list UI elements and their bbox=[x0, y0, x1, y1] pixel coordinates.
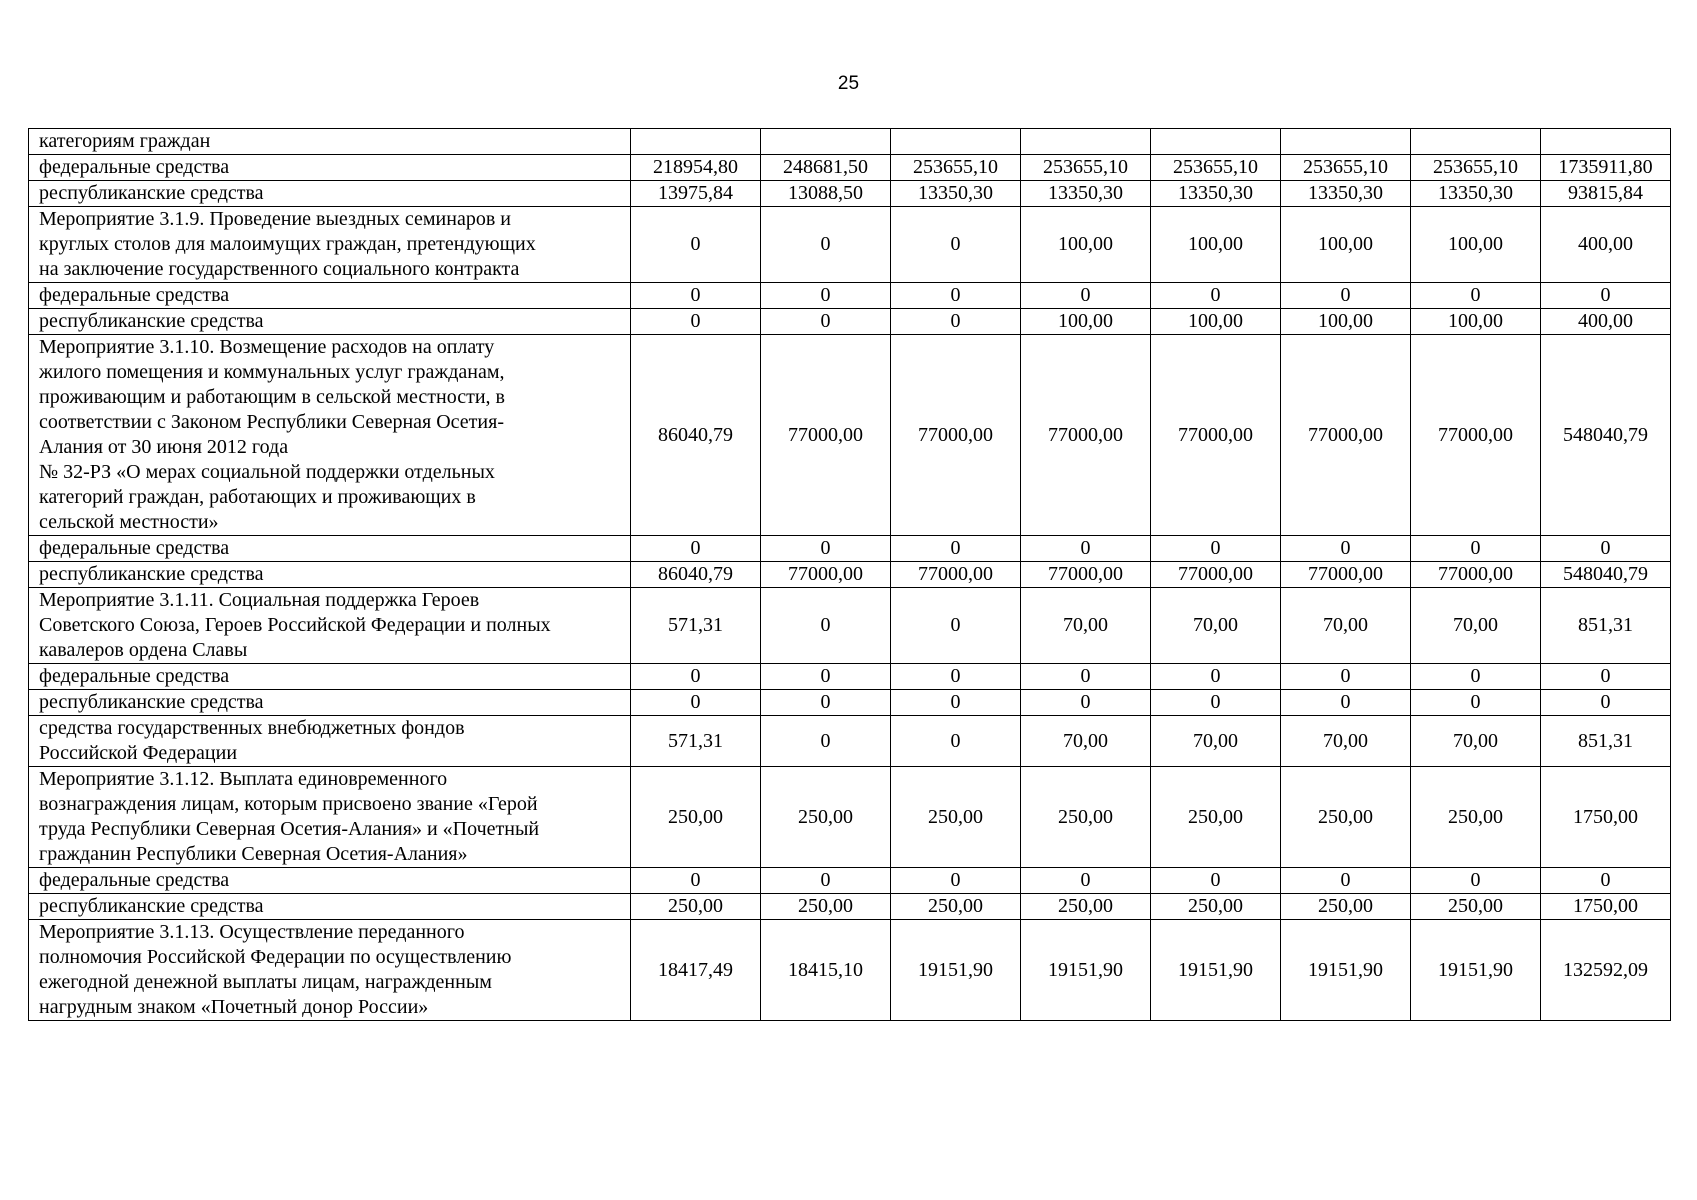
value-cell: 77000,00 bbox=[1021, 562, 1151, 588]
table-row bbox=[29, 920, 1671, 1021]
value-cell: 19151,90 bbox=[1281, 920, 1411, 1021]
value-cell: 0 bbox=[1411, 868, 1541, 894]
value-cell: 100,00 bbox=[1411, 207, 1541, 283]
value-cell: 0 bbox=[1281, 868, 1411, 894]
total-cell: 851,31 bbox=[1541, 716, 1671, 767]
value-cell: 0 bbox=[1151, 664, 1281, 690]
value-cell: 100,00 bbox=[1281, 207, 1411, 283]
value-cell: 0 bbox=[1281, 536, 1411, 562]
value-cell bbox=[631, 129, 761, 155]
value-cell: 250,00 bbox=[1151, 894, 1281, 920]
value-cell: 0 bbox=[1411, 664, 1541, 690]
value-cell: 13350,30 bbox=[1021, 181, 1151, 207]
value-cell: 0 bbox=[631, 868, 761, 894]
value-cell: 0 bbox=[1021, 690, 1151, 716]
value-cell: 0 bbox=[761, 207, 891, 283]
value-cell: 250,00 bbox=[761, 767, 891, 868]
total-cell: 0 bbox=[1541, 536, 1671, 562]
value-cell: 19151,90 bbox=[891, 920, 1021, 1021]
value-cell: 77000,00 bbox=[891, 335, 1021, 536]
value-cell: 0 bbox=[761, 536, 891, 562]
total-cell: 93815,84 bbox=[1541, 181, 1671, 207]
value-cell: 70,00 bbox=[1411, 588, 1541, 664]
value-cell: 253655,10 bbox=[1411, 155, 1541, 181]
value-cell: 0 bbox=[1151, 868, 1281, 894]
value-cell: 100,00 bbox=[1021, 309, 1151, 335]
value-cell: 0 bbox=[1281, 283, 1411, 309]
total-cell: 1750,00 bbox=[1541, 767, 1671, 868]
total-cell: 1735911,80 bbox=[1541, 155, 1671, 181]
table-row bbox=[29, 207, 1671, 283]
total-cell: 400,00 bbox=[1541, 207, 1671, 283]
value-cell: 0 bbox=[891, 664, 1021, 690]
value-cell: 13350,30 bbox=[1151, 181, 1281, 207]
value-cell: 253655,10 bbox=[1021, 155, 1151, 181]
value-cell: 77000,00 bbox=[1151, 562, 1281, 588]
value-cell: 250,00 bbox=[631, 894, 761, 920]
table-body bbox=[29, 129, 1671, 1021]
row-label: Мероприятие 3.1.13. Осуществление переданного полномочия Российской Федерации по осуществлению ежегодной денежной выплаты лицам, награжденным нагрудным знаком «Почетный донор России» bbox=[29, 920, 631, 1021]
value-cell: 0 bbox=[1021, 664, 1151, 690]
value-cell: 100,00 bbox=[1021, 207, 1151, 283]
value-cell: 0 bbox=[1021, 283, 1151, 309]
total-cell: 0 bbox=[1541, 283, 1671, 309]
value-cell: 0 bbox=[761, 309, 891, 335]
row-label: республиканские средства bbox=[29, 690, 631, 716]
table-row bbox=[29, 562, 1671, 588]
value-cell: 18417,49 bbox=[631, 920, 761, 1021]
value-cell bbox=[1411, 129, 1541, 155]
value-cell: 0 bbox=[891, 536, 1021, 562]
row-label: Мероприятие 3.1.11. Социальная поддержка Героев Советского Союза, Героев Российской Федерации и полных кавалеров ордена Славы bbox=[29, 588, 631, 664]
value-cell: 0 bbox=[1411, 690, 1541, 716]
total-cell: 548040,79 bbox=[1541, 335, 1671, 536]
value-cell: 218954,80 bbox=[631, 155, 761, 181]
table-row bbox=[29, 155, 1671, 181]
table-row bbox=[29, 588, 1671, 664]
value-cell: 0 bbox=[1411, 536, 1541, 562]
value-cell: 19151,90 bbox=[1411, 920, 1541, 1021]
value-cell: 250,00 bbox=[631, 767, 761, 868]
value-cell: 0 bbox=[1021, 868, 1151, 894]
value-cell: 100,00 bbox=[1411, 309, 1541, 335]
value-cell: 250,00 bbox=[1021, 767, 1151, 868]
value-cell: 250,00 bbox=[891, 767, 1021, 868]
row-label: федеральные средства bbox=[29, 283, 631, 309]
value-cell: 571,31 bbox=[631, 716, 761, 767]
table-row bbox=[29, 181, 1671, 207]
value-cell: 70,00 bbox=[1281, 588, 1411, 664]
value-cell: 77000,00 bbox=[761, 562, 891, 588]
row-label: федеральные средства bbox=[29, 536, 631, 562]
value-cell: 250,00 bbox=[891, 894, 1021, 920]
value-cell: 571,31 bbox=[631, 588, 761, 664]
value-cell: 0 bbox=[1281, 664, 1411, 690]
value-cell: 0 bbox=[631, 664, 761, 690]
table-row bbox=[29, 664, 1671, 690]
table-row bbox=[29, 894, 1671, 920]
value-cell: 13350,30 bbox=[1281, 181, 1411, 207]
table-row bbox=[29, 129, 1671, 155]
value-cell: 0 bbox=[1281, 690, 1411, 716]
row-label: республиканские средства bbox=[29, 562, 631, 588]
table-row bbox=[29, 868, 1671, 894]
value-cell: 13088,50 bbox=[761, 181, 891, 207]
value-cell: 70,00 bbox=[1281, 716, 1411, 767]
value-cell: 250,00 bbox=[1281, 767, 1411, 868]
table-row bbox=[29, 767, 1671, 868]
value-cell: 0 bbox=[761, 868, 891, 894]
value-cell: 0 bbox=[1151, 690, 1281, 716]
value-cell: 77000,00 bbox=[1281, 562, 1411, 588]
value-cell: 77000,00 bbox=[891, 562, 1021, 588]
total-cell: 400,00 bbox=[1541, 309, 1671, 335]
value-cell: 19151,90 bbox=[1151, 920, 1281, 1021]
row-label: федеральные средства bbox=[29, 155, 631, 181]
value-cell: 77000,00 bbox=[1411, 562, 1541, 588]
value-cell: 0 bbox=[891, 690, 1021, 716]
value-cell: 253655,10 bbox=[891, 155, 1021, 181]
value-cell: 248681,50 bbox=[761, 155, 891, 181]
value-cell: 13975,84 bbox=[631, 181, 761, 207]
value-cell: 250,00 bbox=[761, 894, 891, 920]
value-cell: 70,00 bbox=[1021, 716, 1151, 767]
value-cell: 0 bbox=[1411, 283, 1541, 309]
value-cell: 0 bbox=[631, 690, 761, 716]
value-cell: 13350,30 bbox=[891, 181, 1021, 207]
value-cell: 0 bbox=[631, 283, 761, 309]
row-label: республиканские средства bbox=[29, 894, 631, 920]
value-cell: 70,00 bbox=[1151, 716, 1281, 767]
value-cell: 13350,30 bbox=[1411, 181, 1541, 207]
table-row bbox=[29, 536, 1671, 562]
total-cell: 851,31 bbox=[1541, 588, 1671, 664]
table-row bbox=[29, 283, 1671, 309]
value-cell: 0 bbox=[891, 283, 1021, 309]
value-cell: 86040,79 bbox=[631, 562, 761, 588]
value-cell: 0 bbox=[631, 309, 761, 335]
budget-table bbox=[28, 128, 1671, 1021]
value-cell: 250,00 bbox=[1411, 767, 1541, 868]
value-cell: 0 bbox=[891, 207, 1021, 283]
value-cell: 70,00 bbox=[1411, 716, 1541, 767]
value-cell: 0 bbox=[761, 283, 891, 309]
row-label: республиканские средства bbox=[29, 181, 631, 207]
value-cell bbox=[891, 129, 1021, 155]
value-cell: 77000,00 bbox=[1151, 335, 1281, 536]
row-label: категориям граждан bbox=[29, 129, 631, 155]
value-cell: 0 bbox=[1151, 283, 1281, 309]
total-cell: 0 bbox=[1541, 868, 1671, 894]
value-cell: 253655,10 bbox=[1281, 155, 1411, 181]
value-cell bbox=[1021, 129, 1151, 155]
value-cell bbox=[1151, 129, 1281, 155]
table-row bbox=[29, 716, 1671, 767]
value-cell: 77000,00 bbox=[1021, 335, 1151, 536]
value-cell: 250,00 bbox=[1151, 767, 1281, 868]
value-cell: 0 bbox=[891, 309, 1021, 335]
value-cell: 250,00 bbox=[1281, 894, 1411, 920]
value-cell: 0 bbox=[761, 716, 891, 767]
row-label: федеральные средства bbox=[29, 664, 631, 690]
total-cell: 132592,09 bbox=[1541, 920, 1671, 1021]
value-cell: 250,00 bbox=[1021, 894, 1151, 920]
table-row bbox=[29, 335, 1671, 536]
value-cell: 253655,10 bbox=[1151, 155, 1281, 181]
total-cell: 1750,00 bbox=[1541, 894, 1671, 920]
value-cell: 0 bbox=[631, 536, 761, 562]
value-cell: 0 bbox=[1151, 536, 1281, 562]
value-cell: 18415,10 bbox=[761, 920, 891, 1021]
total-cell bbox=[1541, 129, 1671, 155]
row-label: Мероприятие 3.1.12. Выплата единовременного вознаграждения лицам, которым присвоено звание «Герой труда Республики Северная Осетия-Алания» и «Почетный гражданин Республики Северная Осетия-Алания» bbox=[29, 767, 631, 868]
value-cell: 70,00 bbox=[1021, 588, 1151, 664]
value-cell: 0 bbox=[891, 868, 1021, 894]
value-cell: 0 bbox=[891, 716, 1021, 767]
value-cell: 0 bbox=[631, 207, 761, 283]
value-cell: 0 bbox=[761, 664, 891, 690]
total-cell: 548040,79 bbox=[1541, 562, 1671, 588]
row-label: средства государственных внебюджетных фондов Российской Федерации bbox=[29, 716, 631, 767]
value-cell: 100,00 bbox=[1151, 309, 1281, 335]
value-cell bbox=[761, 129, 891, 155]
total-cell: 0 bbox=[1541, 690, 1671, 716]
value-cell: 77000,00 bbox=[1411, 335, 1541, 536]
value-cell: 250,00 bbox=[1411, 894, 1541, 920]
value-cell bbox=[1281, 129, 1411, 155]
value-cell: 0 bbox=[891, 588, 1021, 664]
value-cell: 100,00 bbox=[1281, 309, 1411, 335]
row-label: республиканские средства bbox=[29, 309, 631, 335]
total-cell: 0 bbox=[1541, 664, 1671, 690]
table-row bbox=[29, 690, 1671, 716]
row-label: Мероприятие 3.1.10. Возмещение расходов на оплату жилого помещения и коммунальных услуг гражданам, проживающим и работающим в сельской местности, в соответствии с Законом Республики Северная Осетия- Алания от 30 июня 2012 года № 32-РЗ «О мерах социальной поддержки отдельных категорий граждан, работающих и проживающих в сельской местности» bbox=[29, 335, 631, 536]
table-row bbox=[29, 309, 1671, 335]
row-label: Мероприятие 3.1.9. Проведение выездных семинаров и круглых столов для малоимущих граждан, претендующих на заключение государственного социального контракта bbox=[29, 207, 631, 283]
value-cell: 70,00 bbox=[1151, 588, 1281, 664]
page-number: 25 bbox=[837, 73, 860, 94]
row-label: федеральные средства bbox=[29, 868, 631, 894]
value-cell: 0 bbox=[1021, 536, 1151, 562]
value-cell: 19151,90 bbox=[1021, 920, 1151, 1021]
value-cell: 77000,00 bbox=[1281, 335, 1411, 536]
value-cell: 0 bbox=[761, 588, 891, 664]
value-cell: 100,00 bbox=[1151, 207, 1281, 283]
value-cell: 0 bbox=[761, 690, 891, 716]
value-cell: 86040,79 bbox=[631, 335, 761, 536]
value-cell: 77000,00 bbox=[761, 335, 891, 536]
